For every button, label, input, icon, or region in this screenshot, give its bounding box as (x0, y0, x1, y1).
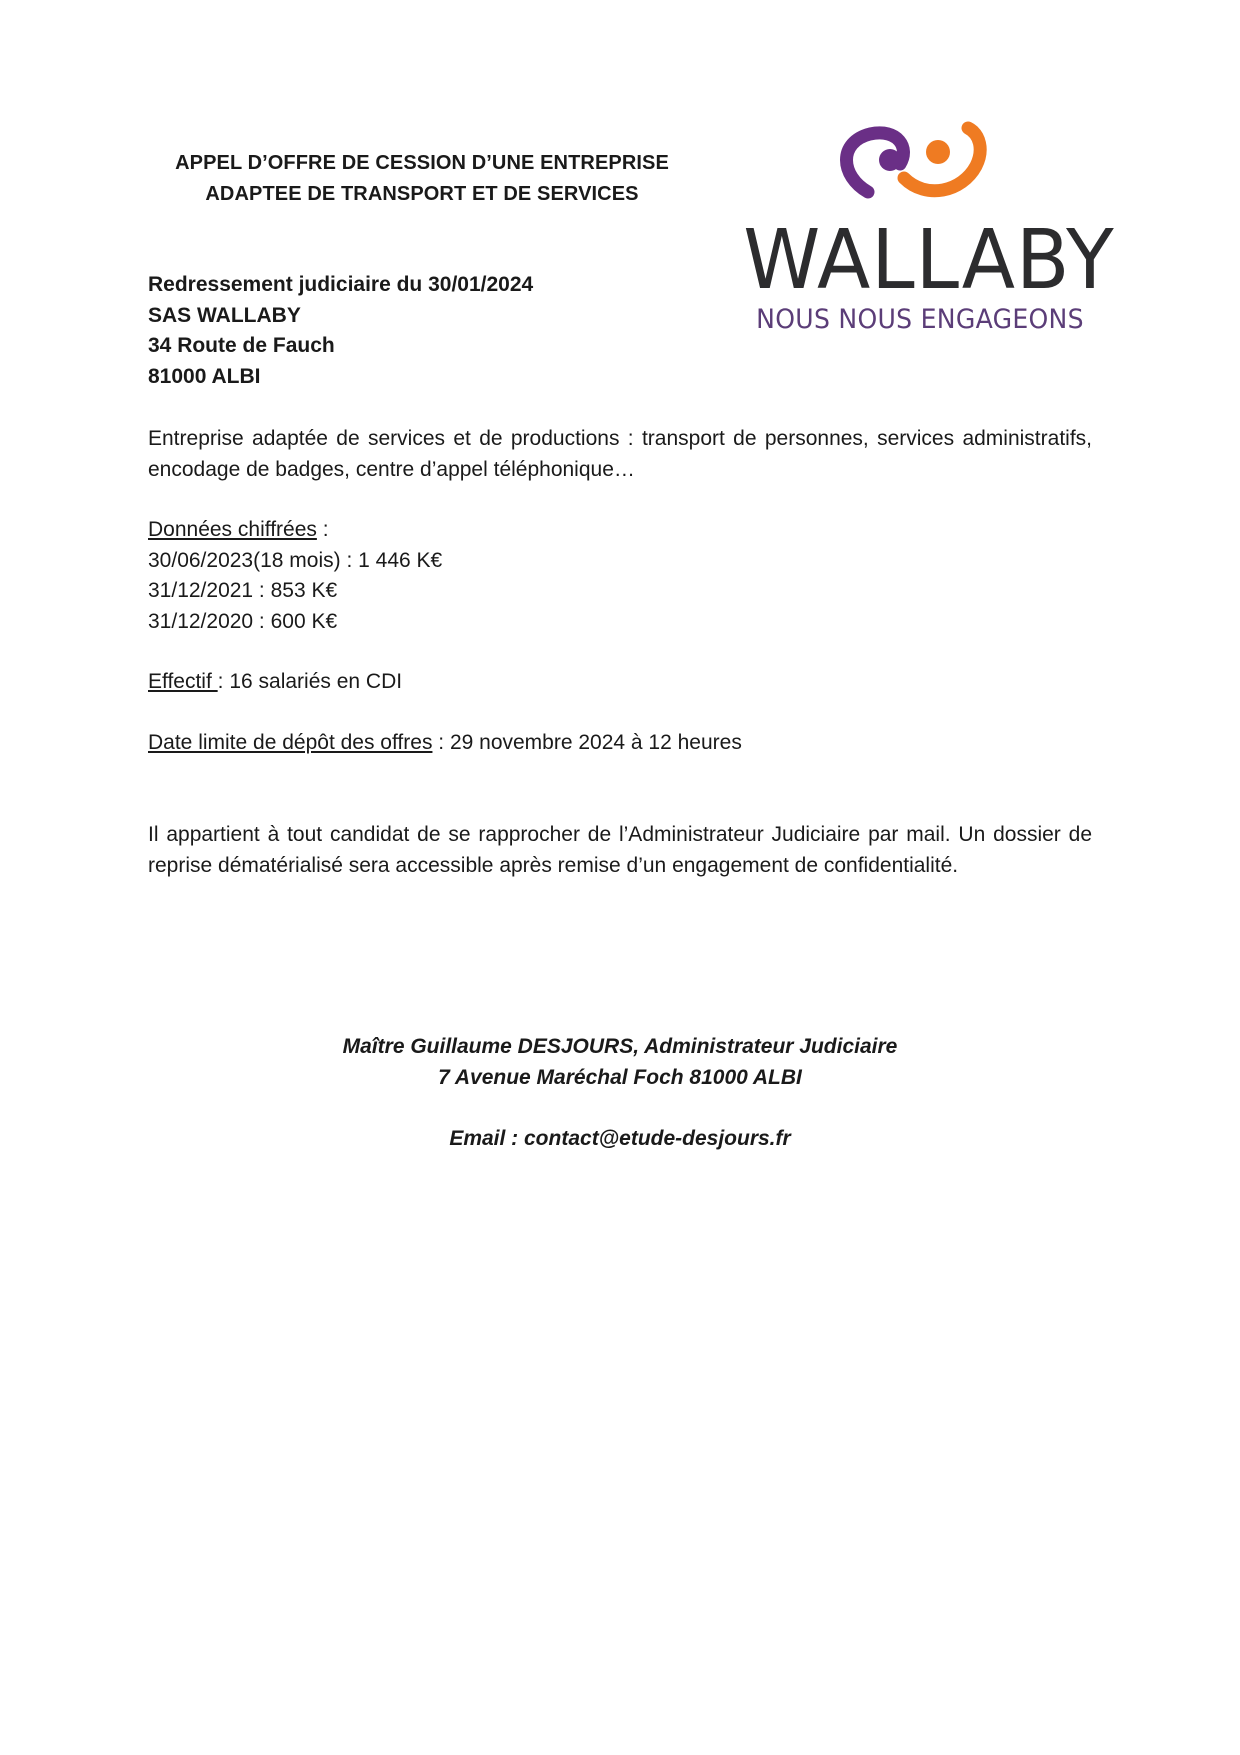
candidate-notice: Il appartient à tout candidat de se rapprocher de l’Administrateur Judiciaire par mail. Un dossier de reprise dématérialisé sera accessible après remise d’un engagement de confidentialité. (148, 823, 1092, 877)
offer-deadline (148, 728, 1092, 759)
administrator-email: Email : contact@etude-desjours.fr (449, 1127, 791, 1150)
wallaby-symbol-icon (700, 112, 1132, 222)
company-street: 34 Route de Fauch (148, 334, 335, 357)
figures-label-suffix: : (316, 518, 329, 541)
administrator-address: 7 Avenue Maréchal Foch 81000 ALBI (438, 1065, 802, 1089)
deadline-label: Date limite de dépôt des offres (148, 731, 433, 754)
company-city: 81000 ALBI (148, 364, 261, 388)
deadline-value: : 29 novembre 2024 à 12 heures (432, 731, 742, 754)
logo-tagline: NOUS NOUS ENGAGEONS (756, 304, 1084, 335)
staff-value: : 16 salariés en CDI (217, 670, 403, 693)
figures-row: 31/12/2021 : 853 K€ (148, 579, 338, 602)
financial-figures (148, 515, 1092, 637)
figures-heading (148, 515, 1092, 546)
procedure-line: Redressement judiciaire du 30/01/2024 (148, 273, 534, 296)
figures-label: Données chiffrées (148, 518, 317, 541)
staff-count (148, 667, 1092, 698)
document-title (148, 148, 696, 210)
company-name: SAS WALLABY (148, 303, 301, 327)
company-identification (148, 270, 533, 392)
figures-row: 31/12/2020 : 600 K€ (148, 609, 338, 633)
figures-row: 30/06/2023(18 mois) : 1 446 K€ (148, 548, 443, 572)
logo-wordmark: WALLABY (743, 213, 1115, 308)
title-line-1: APPEL D’OFFRE DE CESSION D’UNE ENTREPRISE (175, 152, 669, 174)
staff-label: Effectif (148, 670, 218, 693)
administrator-signature (148, 1032, 1092, 1093)
title-line-2: ADAPTEE DE TRANSPORT ET DE SERVICES (205, 183, 639, 205)
activity-description: Entreprise adaptée de services et de productions : transport de personnes, services administratifs, encodage de badges, centre d’appel téléphonique… (148, 427, 1092, 481)
company-logo (700, 112, 1132, 356)
administrator-name: Maître Guillaume DESJOURS, Administrateur Judiciaire (342, 1035, 898, 1058)
